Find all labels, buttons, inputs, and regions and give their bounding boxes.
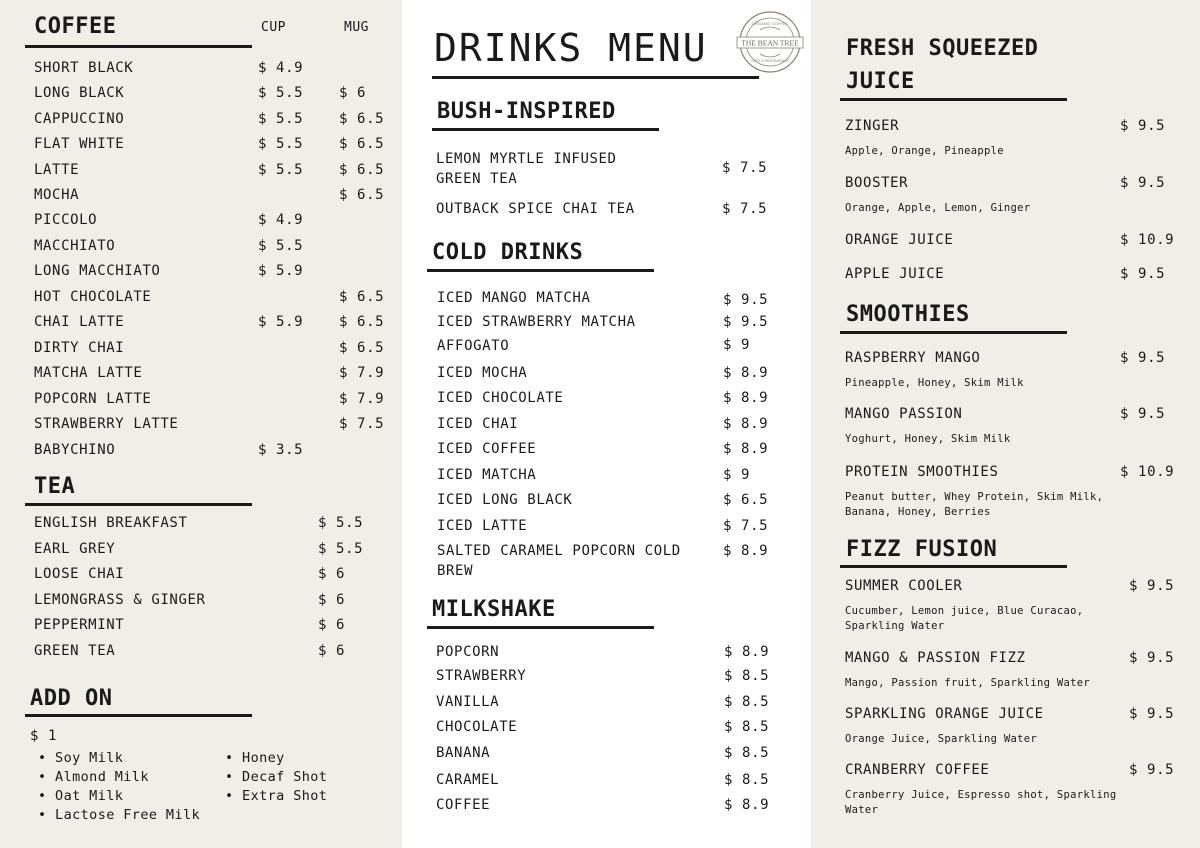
milkshake-item-price: $ 8.5 bbox=[724, 772, 770, 788]
tea-item-name: EARL GREY bbox=[34, 541, 116, 557]
coffee-col-cup: CUP bbox=[261, 20, 286, 35]
coffee-item-mug-price: $ 6.5 bbox=[339, 187, 385, 203]
coffee-item-mug-price: $ 6.5 bbox=[339, 340, 385, 356]
cold-item-name: AFFOGATO bbox=[437, 338, 510, 354]
juice-item-name: BOOSTER bbox=[845, 175, 909, 191]
juice-heading-line1: FRESH SQUEEZED bbox=[846, 36, 1039, 61]
cold-item-price: $ 9 bbox=[723, 467, 751, 483]
coffee-item-mug-price: $ 6 bbox=[339, 85, 367, 101]
milkshake-item-price: $ 8.9 bbox=[724, 797, 770, 813]
cold-item-price: $ 9.5 bbox=[723, 314, 769, 330]
smoothies-item-desc: Peanut butter, Whey Protein, Skim Milk, Banana, Honey, Berries bbox=[845, 491, 1104, 518]
coffee-rule bbox=[25, 45, 252, 48]
cold-item-name: ICED MOCHA bbox=[437, 365, 528, 381]
milkshake-item-price: $ 8.9 bbox=[724, 644, 770, 660]
coffee-item-mug-price: $ 7.5 bbox=[339, 416, 385, 432]
smoothies-item-price: $ 9.5 bbox=[1120, 350, 1166, 366]
milkshake-item-name: BANANA bbox=[436, 745, 491, 761]
coffee-item-name: HOT CHOCOLATE bbox=[34, 289, 152, 305]
coffee-item-cup-price: $ 5.5 bbox=[258, 238, 304, 254]
title-rule bbox=[432, 76, 759, 79]
tea-item-price: $ 6 bbox=[318, 617, 346, 633]
addon-option: • Lactose Free Milk bbox=[38, 807, 201, 823]
logo-emblem bbox=[733, 10, 807, 74]
fizz-heading: FIZZ FUSION bbox=[846, 537, 998, 562]
addon-option: • Almond Milk bbox=[38, 769, 149, 785]
tea-item-price: $ 5.5 bbox=[318, 515, 364, 531]
coffee-item-name: CAPPUCCINO bbox=[34, 111, 125, 127]
milkshake-item-price: $ 8.5 bbox=[724, 745, 770, 761]
fizz-item-name: SPARKLING ORANGE JUICE bbox=[845, 706, 1044, 722]
cold-item-name: ICED CHOCOLATE bbox=[437, 390, 564, 406]
coffee-item-name: DIRTY CHAI bbox=[34, 340, 125, 356]
tea-item-price: $ 6 bbox=[318, 592, 346, 608]
coffee-item-cup-price: $ 5.9 bbox=[258, 263, 304, 279]
cold-item-price: $ 8.9 bbox=[723, 441, 769, 457]
cold-item-price: $ 7.5 bbox=[723, 518, 769, 534]
smoothies-item-name: PROTEIN SMOOTHIES bbox=[845, 464, 999, 480]
milkshake-item-name: CARAMEL bbox=[436, 772, 500, 788]
bush-item-price: $ 7.5 bbox=[722, 160, 768, 176]
bush-item-name: OUTBACK SPICE CHAI TEA bbox=[436, 201, 635, 217]
bean-tree-logo bbox=[733, 10, 807, 74]
bush-item-price: $ 7.5 bbox=[722, 201, 768, 217]
left-panel bbox=[0, 0, 402, 848]
logo-bottom-text: CAFE & RESTAURANT bbox=[750, 59, 790, 63]
coffee-item-mug-price: $ 7.9 bbox=[339, 365, 385, 381]
milkshake-item-name: VANILLA bbox=[436, 694, 500, 710]
coffee-item-mug-price: $ 6.5 bbox=[339, 136, 385, 152]
milkshake-item-name: STRAWBERRY bbox=[436, 668, 527, 684]
milkshake-item-name: COFFEE bbox=[436, 797, 491, 813]
bush-item-name-cont: GREEN TEA bbox=[436, 171, 518, 187]
juice-item-name: ZINGER bbox=[845, 118, 900, 134]
fizz-item-desc: Mango, Passion fruit, Sparkling Water bbox=[845, 677, 1090, 689]
milkshake-item-price: $ 8.5 bbox=[724, 668, 770, 684]
cold-item-name: SALTED CARAMEL POPCORN COLD bbox=[437, 543, 681, 559]
coffee-heading: COFFEE bbox=[34, 14, 117, 39]
milkshake-item-price: $ 8.5 bbox=[724, 719, 770, 735]
cold-item-name-cont: BREW bbox=[437, 563, 474, 579]
addon-heading: ADD ON bbox=[30, 686, 113, 711]
juice-rule bbox=[840, 98, 1067, 101]
middle-panel bbox=[402, 0, 811, 848]
fizz-item-price: $ 9.5 bbox=[1129, 706, 1175, 722]
cold-item-name: ICED COFFEE bbox=[437, 441, 537, 457]
cold-item-price: $ 8.9 bbox=[723, 390, 769, 406]
juice-item-price: $ 10.9 bbox=[1120, 232, 1175, 248]
smoothies-rule bbox=[840, 331, 1067, 334]
coffee-item-mug-price: $ 6.5 bbox=[339, 162, 385, 178]
milkshake-item-price: $ 8.5 bbox=[724, 694, 770, 710]
tea-item-name: PEPPERMINT bbox=[34, 617, 125, 633]
coffee-item-cup-price: $ 5.9 bbox=[258, 314, 304, 330]
juice-item-price: $ 9.5 bbox=[1120, 266, 1166, 282]
fizz-item-desc: Orange Juice, Sparkling Water bbox=[845, 733, 1038, 745]
addon-option: • Oat Milk bbox=[38, 788, 124, 804]
coffee-item-cup-price: $ 5.5 bbox=[258, 85, 304, 101]
milkshake-item-name: POPCORN bbox=[436, 644, 500, 660]
bush-heading: BUSH-INSPIRED bbox=[437, 99, 616, 124]
smoothies-item-price: $ 9.5 bbox=[1120, 406, 1166, 422]
coffee-item-name: SHORT BLACK bbox=[34, 60, 134, 76]
fizz-item-name: MANGO & PASSION FIZZ bbox=[845, 650, 1026, 666]
tea-rule bbox=[25, 503, 252, 506]
juice-item-price: $ 9.5 bbox=[1120, 118, 1166, 134]
coffee-item-mug-price: $ 6.5 bbox=[339, 289, 385, 305]
coffee-item-mug-price: $ 6.5 bbox=[339, 111, 385, 127]
fizz-rule bbox=[840, 565, 1067, 568]
fizz-item-price: $ 9.5 bbox=[1129, 762, 1175, 778]
juice-item-name: ORANGE JUICE bbox=[845, 232, 954, 248]
tea-heading: TEA bbox=[34, 474, 76, 499]
bush-rule bbox=[432, 128, 659, 131]
tea-item-price: $ 6 bbox=[318, 643, 346, 659]
coffee-item-cup-price: $ 4.9 bbox=[258, 60, 304, 76]
menu-title: DRINKS MENU bbox=[434, 26, 708, 70]
addon-rule bbox=[25, 714, 252, 717]
tea-item-name: LEMONGRASS & GINGER bbox=[34, 592, 206, 608]
cold-item-price: $ 8.9 bbox=[723, 543, 769, 559]
fizz-item-name: SUMMER COOLER bbox=[845, 578, 963, 594]
logo-name: THE BEAN TREE bbox=[741, 38, 799, 48]
coffee-item-cup-price: $ 4.9 bbox=[258, 212, 304, 228]
tea-item-price: $ 6 bbox=[318, 566, 346, 582]
cold-item-name: ICED MATCHA bbox=[437, 467, 537, 483]
cold-item-price: $ 8.9 bbox=[723, 365, 769, 381]
coffee-item-cup-price: $ 5.5 bbox=[258, 111, 304, 127]
cold-item-name: ICED LATTE bbox=[437, 518, 528, 534]
fizz-item-price: $ 9.5 bbox=[1129, 578, 1175, 594]
logo-top-text: ORGANIC COFFEE bbox=[751, 21, 789, 26]
milkshake-rule bbox=[427, 626, 654, 629]
coffee-item-cup-price: $ 3.5 bbox=[258, 442, 304, 458]
coffee-item-name: LATTE bbox=[34, 162, 80, 178]
tea-item-name: LOOSE CHAI bbox=[34, 566, 125, 582]
milkshake-heading: MILKSHAKE bbox=[432, 597, 556, 622]
addon-option: • Soy Milk bbox=[38, 750, 124, 766]
tea-item-name: GREEN TEA bbox=[34, 643, 116, 659]
coffee-item-cup-price: $ 5.5 bbox=[258, 136, 304, 152]
juice-item-desc: Orange, Apple, Lemon, Ginger bbox=[845, 202, 1031, 214]
cold-item-name: ICED MANGO MATCHA bbox=[437, 290, 591, 306]
coffee-item-name: FLAT WHITE bbox=[34, 136, 125, 152]
juice-heading-line2: JUICE bbox=[846, 69, 915, 94]
tea-item-name: ENGLISH BREAKFAST bbox=[34, 515, 188, 531]
smoothies-item-desc: Pineapple, Honey, Skim Milk bbox=[845, 377, 1024, 389]
coffee-item-name: MOCHA bbox=[34, 187, 80, 203]
coffee-col-mug: MUG bbox=[344, 20, 369, 35]
smoothies-item-desc: Yoghurt, Honey, Skim Milk bbox=[845, 433, 1011, 445]
juice-item-name: APPLE JUICE bbox=[845, 266, 945, 282]
coffee-item-name: STRAWBERRY LATTE bbox=[34, 416, 179, 432]
coffee-item-mug-price: $ 6.5 bbox=[339, 314, 385, 330]
cold-item-name: ICED STRAWBERRY MATCHA bbox=[437, 314, 636, 330]
cold-item-name: ICED CHAI bbox=[437, 416, 519, 432]
cold-rule bbox=[427, 269, 654, 272]
smoothies-item-name: RASPBERRY MANGO bbox=[845, 350, 981, 366]
cold-item-price: $ 6.5 bbox=[723, 492, 769, 508]
coffee-item-name: POPCORN LATTE bbox=[34, 391, 152, 407]
addon-price: $ 1 bbox=[30, 728, 58, 744]
coffee-item-name: MATCHA LATTE bbox=[34, 365, 143, 381]
smoothies-heading: SMOOTHIES bbox=[846, 302, 970, 327]
coffee-item-name: LONG BLACK bbox=[34, 85, 125, 101]
coffee-item-name: PICCOLO bbox=[34, 212, 98, 228]
smoothies-item-price: $ 10.9 bbox=[1120, 464, 1175, 480]
addon-option: • Honey bbox=[225, 750, 285, 766]
addon-option: • Decaf Shot bbox=[225, 769, 328, 785]
fizz-item-price: $ 9.5 bbox=[1129, 650, 1175, 666]
coffee-item-name: CHAI LATTE bbox=[34, 314, 125, 330]
fizz-item-name: CRANBERRY COFFEE bbox=[845, 762, 990, 778]
addon-option: • Extra Shot bbox=[225, 788, 328, 804]
cold-item-name: ICED LONG BLACK bbox=[437, 492, 573, 508]
cold-item-price: $ 8.9 bbox=[723, 416, 769, 432]
right-panel bbox=[811, 0, 1200, 848]
fizz-item-desc: Cucumber, Lemon juice, Blue Curacao, Sparkling Water bbox=[845, 605, 1084, 632]
juice-item-desc: Apple, Orange, Pineapple bbox=[845, 145, 1004, 157]
coffee-item-name: BABYCHINO bbox=[34, 442, 116, 458]
coffee-item-name: MACCHIATO bbox=[34, 238, 116, 254]
smoothies-item-name: MANGO PASSION bbox=[845, 406, 963, 422]
bush-item-name: LEMON MYRTLE INFUSED bbox=[436, 151, 617, 167]
juice-item-price: $ 9.5 bbox=[1120, 175, 1166, 191]
coffee-item-name: LONG MACCHIATO bbox=[34, 263, 161, 279]
coffee-item-mug-price: $ 7.9 bbox=[339, 391, 385, 407]
cold-item-price: $ 9.5 bbox=[723, 292, 769, 308]
cold-item-price: $ 9 bbox=[723, 337, 751, 353]
coffee-item-cup-price: $ 5.5 bbox=[258, 162, 304, 178]
tea-item-price: $ 5.5 bbox=[318, 541, 364, 557]
fizz-item-desc: Cranberry Juice, Espresso shot, Sparkling Water bbox=[845, 789, 1117, 816]
cold-heading: COLD DRINKS bbox=[432, 240, 584, 265]
milkshake-item-name: CHOCOLATE bbox=[436, 719, 518, 735]
